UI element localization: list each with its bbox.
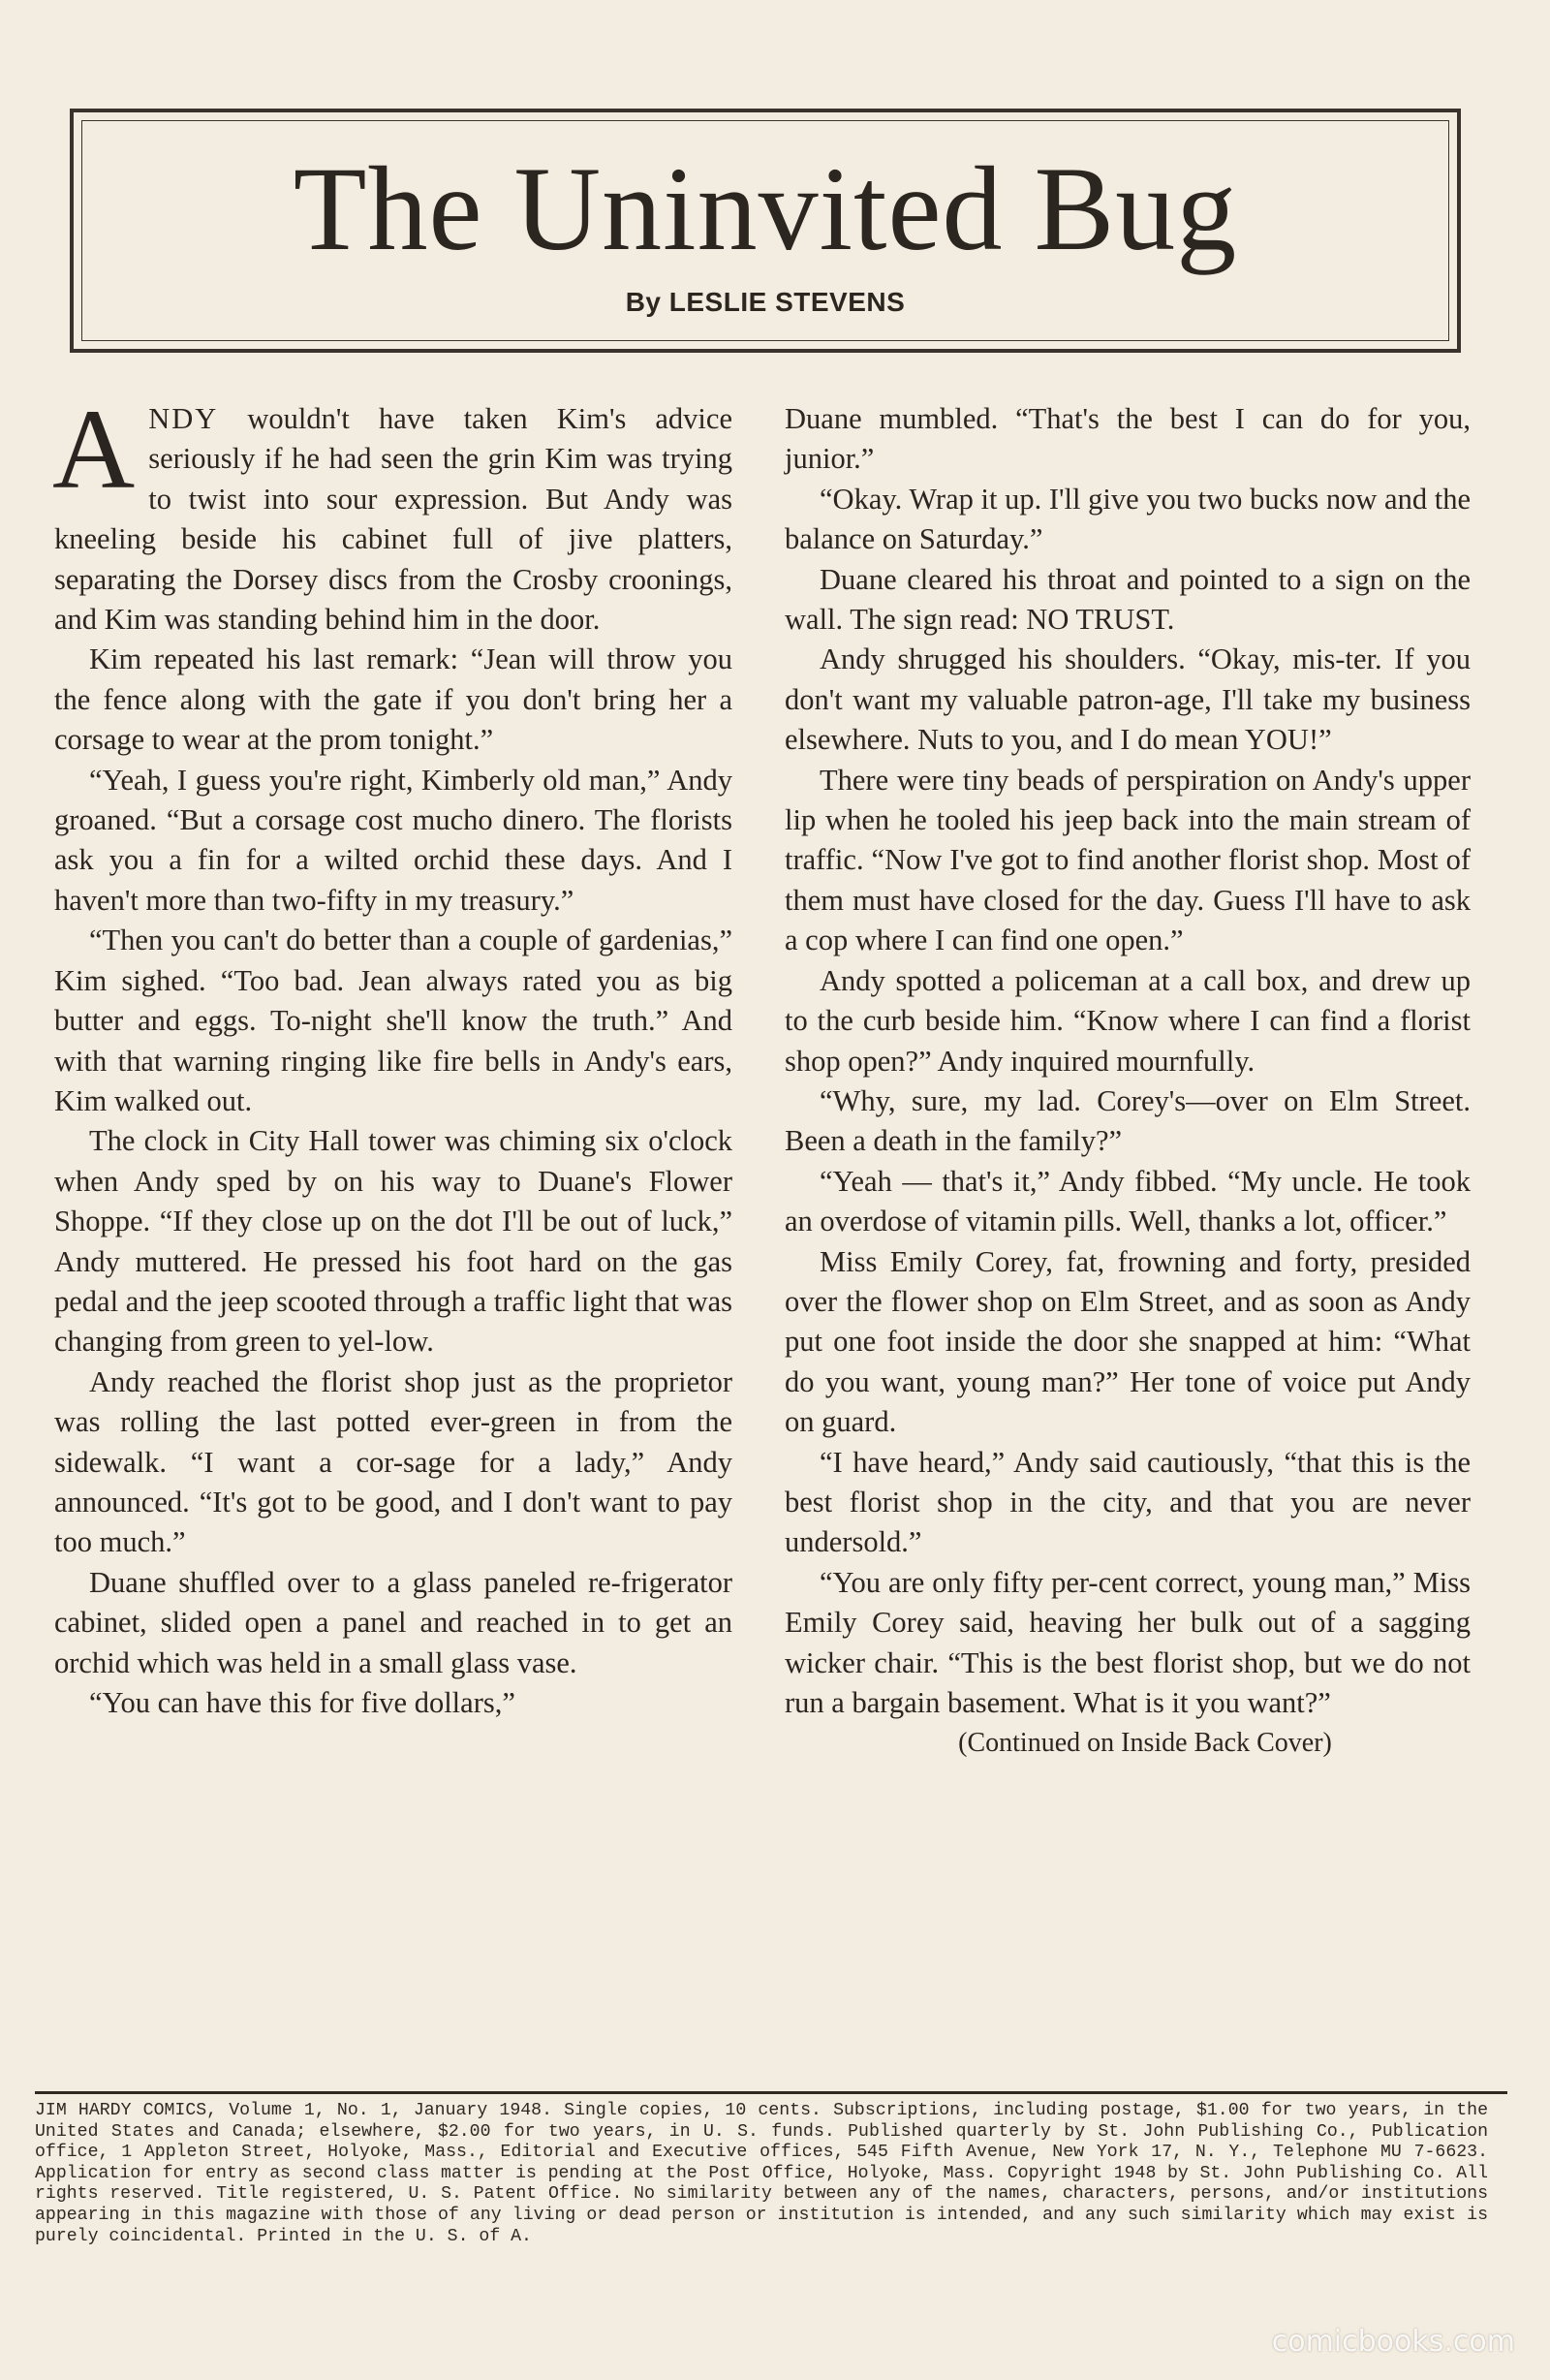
paragraph: “Okay. Wrap it up. I'll give you two bucks now and the balance on Saturday.”: [785, 482, 1471, 556]
paragraph: Miss Emily Corey, fat, frowning and forty, presided over the flower shop on Elm Street, and as soon as Andy put one foot inside the door she snapped at him: “What do you want, young man?” Her tone of voice put Andy on guard.: [785, 1244, 1471, 1439]
paragraph-text: wouldn't have taken Kim's advice seriously if he had seen the grin Kim was trying to twist into sour expression. But Andy was kneeling beside his cabinet full of jive platters, separating the Dorsey discs from the Crosby croonings, and Kim was standing behind him in the door.: [54, 402, 732, 637]
paragraph: “Then you can't do better than a couple of gardenias,” Kim sighed. “Too bad. Jean always rated you as big butter and eggs. To-night she'll know the truth.” And with that warning ringing like fire bells in Andy's ears, Kim walked out.: [54, 924, 732, 1117]
paragraph: The clock in City Hall tower was chiming six o'clock when Andy sped by on his way to Duane's Flower Shoppe. “If they close up on the dot I'll be out of luck,” Andy muttered. He pressed his foot hard on the gas pedal and the jeep scooted through a traffic light that was changing from green to yel-low.: [54, 1124, 732, 1359]
paragraph: “Yeah — that's it,” Andy fibbed. “My uncle. He took an overdose of vitamin pills. Well, thanks a lot, officer.”: [785, 1164, 1471, 1238]
paragraph: Kim repeated his last remark: “Jean will throw you the fence along with the gate if you don't bring her a corsage to wear at the prom tonight.”: [54, 642, 732, 757]
right-column: [785, 399, 1471, 1764]
title-box: [70, 109, 1461, 353]
paragraph: “You are only fifty per-cent correct, young man,” Miss Emily Corey said, heaving her bulk out of a sagging wicker chair. “This is the best florist shop, but we do not run a bargain basement. What is it you want?”: [785, 1565, 1471, 1719]
publication-notice: JIM HARDY COMICS, Volume 1, No. 1, January 1948. Single copies, 10 cents. Subscriptions, including postage, $1.00 for two years, in the United States and Canada; elsewhere, $2.00 for two years, in U. S. funds. Published quarterly by St. John Publishing Co., Publication office, 1 Appleton Street, Holyoke, Mass., Editorial and Executive offices, 545 Fifth Avenue, New York 17, N. Y., Telephone MU 7-6623. Application for entry as second class matter is pending at the Post Office, Holyoke, Mass. Copyright 1948 by St. John Publishing Co. All rights reserved. Title registered, U. S. Patent Office. No similarity between any of the names, characters, persons, and/or institutions appearing in this magazine with those of any living or dead person or institution is intended, and any such similarity which may exist is purely coincidental. Printed in the U. S. of A.: [35, 2101, 1488, 2246]
left-column: [52, 386, 732, 1723]
paragraph: Andy reached the florist shop just as the proprietor was rolling the last potted ever-green in from the sidewalk. “I want a cor-sage for a lady,” Andy announced. “It's got to be good, and I don't want to pay too much.”: [54, 1364, 732, 1559]
continued-note: (Continued on Inside Back Cover): [958, 1728, 1332, 1759]
paragraph: “You can have this for five dollars,”: [89, 1686, 515, 1719]
footer-divider: [35, 2091, 1507, 2094]
paragraph: Duane mumbled. “That's the best I can do for you, junior.”: [785, 402, 1471, 476]
paragraph: “Yeah, I guess you're right, Kimberly old man,” Andy groaned. “But a corsage cost mucho dinero. The florists ask you a fin for a wilted orchid these days. And I haven't more than two-fifty in my treasury.”: [54, 763, 732, 917]
paragraph: Duane shuffled over to a glass paneled re-frigerator cabinet, slided open a panel and reached in to get an orchid which was held in a small glass vase.: [54, 1565, 732, 1679]
story-byline: By LESLIE STEVENS: [625, 287, 906, 317]
story-title: The Uninvited Bug: [293, 142, 1238, 275]
paragraph: “I have heard,” Andy said cautiously, “that this is the best florist shop in the city, and that you are never undersold.”: [785, 1445, 1471, 1559]
paragraph: [52, 386, 732, 640]
paragraph: Duane cleared his throat and pointed to a sign on the wall. The sign read: NO TRUST.: [785, 562, 1471, 637]
watermark: comicbooks.com: [1271, 2325, 1515, 2359]
paragraph: “Why, sure, my lad. Corey's—over on Elm Street. Been a death in the family?”: [785, 1083, 1471, 1158]
paragraph: Andy spotted a policeman at a call box, and drew up to the curb beside him. “Know where I can find a florist shop open?” Andy inquired mournfully.: [785, 963, 1471, 1078]
first-word: NDY: [148, 402, 219, 435]
paragraph: Andy shrugged his shoulders. “Okay, mis-ter. If you don't want my valuable patron-age, I'll take my business elsewhere. Nuts to you, and I do mean YOU!”: [785, 642, 1471, 757]
drop-cap: A: [52, 386, 136, 513]
paragraph: There were tiny beads of perspiration on Andy's upper lip when he tooled his jeep back into the main stream of traffic. “Now I've got to find another florist shop. Most of them must have closed for the day. Guess I'll have to ask a cop where I can find one open.”: [785, 763, 1471, 957]
